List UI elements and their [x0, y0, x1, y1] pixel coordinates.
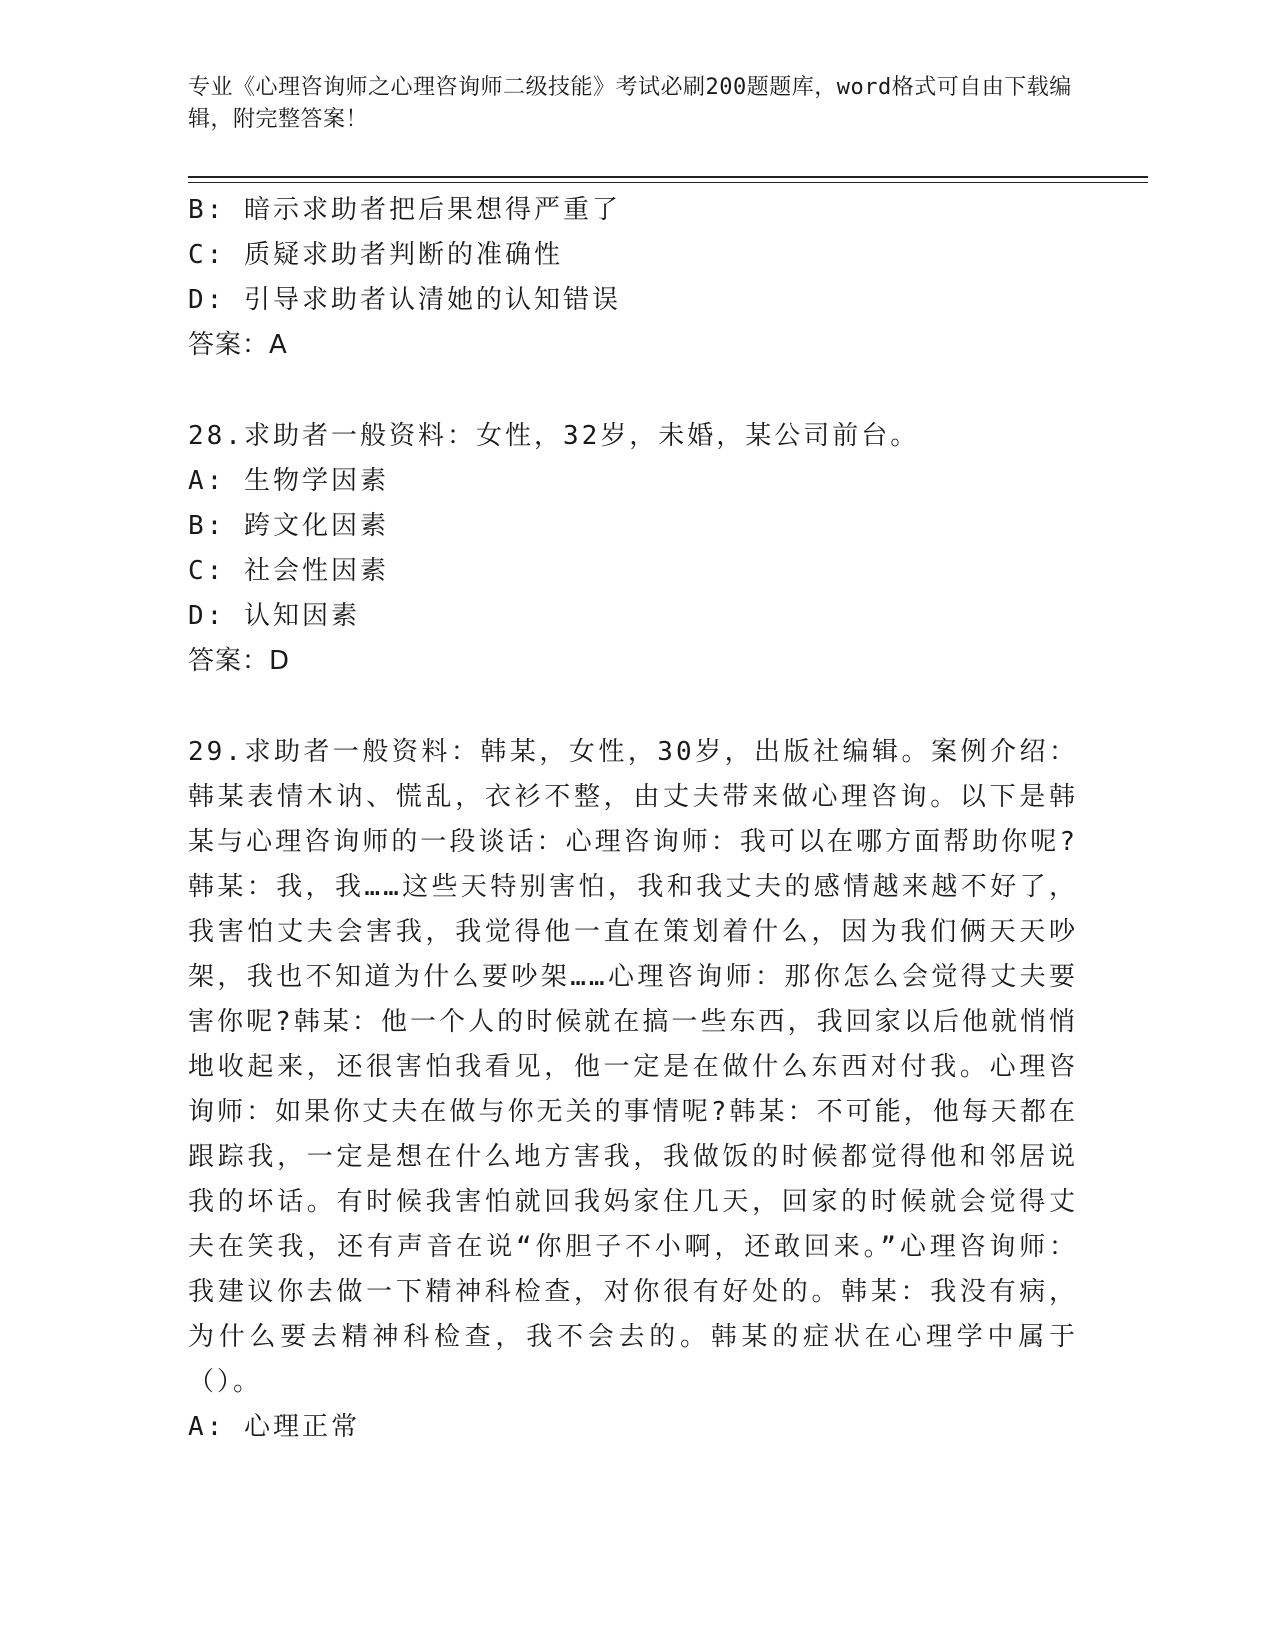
spacer: [188, 684, 1078, 730]
question-28-block: [188, 414, 1078, 684]
option-a: A: 生物学因素: [188, 466, 389, 496]
document-header: 专业《心理咨询师之心理咨询师二级技能》考试必刷200题题库，word格式可自由下载编辑，附完整答案！: [188, 75, 1072, 132]
option-b: B: 跨文化因素: [188, 511, 389, 541]
option-a: A: 心理正常: [188, 1412, 360, 1442]
header-rule-thick: [188, 176, 1148, 178]
header-rule-thin: [188, 182, 1148, 183]
option-d: D: 引导求助者认清她的认知错误: [188, 285, 621, 315]
option-c: C: 社会性因素: [188, 556, 389, 586]
spacer: [188, 368, 1078, 414]
option-b: B: 暗示求助者把后果想得严重了: [188, 195, 621, 225]
option-d: D: 认知因素: [188, 601, 360, 631]
previous-question-block: [188, 188, 1078, 368]
answer-line: 答案：D: [188, 646, 291, 676]
option-c: C: 质疑求助者判断的准确性: [188, 240, 563, 270]
question-content: [188, 188, 1078, 1450]
answer-line: 答案：A: [188, 330, 288, 360]
question-29-block: [188, 730, 1078, 1450]
question-stem: 28.求助者一般资料：女性，32岁，未婚，某公司前台。: [188, 421, 920, 451]
question-stem: 29.求助者一般资料：韩某，女性，30岁，出版社编辑。案例介绍：韩某表情木讷、慌乱，衣衫不整，由丈夫带来做心理咨询。以下是韩某与心理咨询师的一段谈话：心理咨询师：我可以在哪方面帮助你呢?韩某：我，我……这些天特别害怕，我和我丈夫的感情越来越不好了，我害怕丈夫会害我，我觉得他一直在策划着什么，因为我们俩天天吵架，我也不知道为什么要吵架……心理咨询师：那你怎么会觉得丈夫要害你呢?韩某：他一个人的时候就在搞一些东西，我回家以后他就悄悄地收起来，还很害怕我看见，他一定是在做什么东西对付我。心理咨询师：如果你丈夫在做与你无关的事情呢?韩某：不可能，他每天都在跟踪我，一定是想在什么地方害我，我做饭的时候都觉得他和邻居说我的坏话。有时候我害怕就回我妈家住几天，回家的时候就会觉得丈夫在笑我，还有声音在说“你胆子不小啊，还敢回来。”心理咨询师：我建议你去做一下精神科检查，对你很有好处的。韩某：我没有病，为什么要去精神科检查，我不会去的。韩某的症状在心理学中属于（）。: [188, 737, 1078, 1397]
